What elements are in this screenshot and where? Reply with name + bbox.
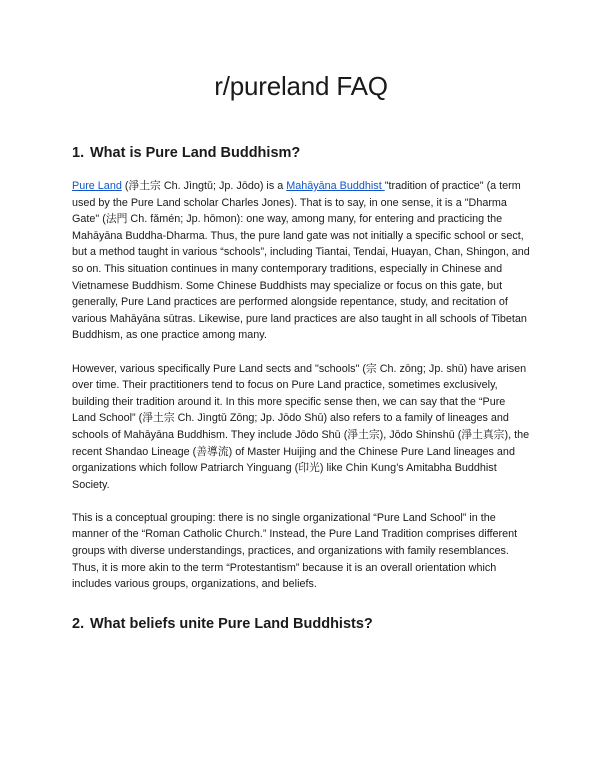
pure-land-link[interactable]: Pure Land [72,180,122,192]
paragraph-2: However, various specifically Pure Land sects and "schools" (宗 Ch. zōng; Jp. shū) have arisen over time. Their practitioners tend to focus on Pure Land practice, sometimes exclusively, building their tradition around it. In this more specific sense then, we can say that the “Pure Land School” (淨土宗 Ch. Jìngtǔ Zōng; Jp. Jōdo Shū) also refers to a family of lineages and schools of Mahāyāna Buddhism. They include Jōdo Shū (淨土宗), Jōdo Shinshū (淨土真宗), the recent Shandao Lineage (善導流) of Master Huijing and the Chinese Pure Land lineages and organizations which follow Patriarch Yinguang (印光) like Chin Kung’s Amitabha Buddhist Society. [72,362,530,491]
section-heading-2 [72,615,530,633]
section-number-1: 1. [72,145,85,161]
section-heading-1 [72,144,530,162]
page-title: r/pureland FAQ [214,71,388,101]
section-heading-2-text: What beliefs unite Pure Land Buddhists? [90,615,373,632]
paragraph-1-text-b: "tradition of practice" (a term used by the Pure Land scholar Charles Jones). That is to say, in one sense, it is a "Dharma Gate" (法門 Ch. fǎmén; Jp. hōmon): one way, among many, for entering and practicing the Mahāyāna Buddha-Dharma. Thus, the pure land gate was not initially a specific school or sect, but a method taught in various “schools”, including Tiantai, Tendai, Huayan, Chan, Shingon, and so on. This situation continues in many contemporary traditions, especially in Chinese and Vietnamese Buddhism. Some Chinese Buddhists may specialize or focus on this gate, but generally, Pure Land practices are performed alongside repentance, study, and recitation of various Mahāyāna sūtras. Likewise, pure land practices are also taught in all schools of Tibetan Buddhism, as one practice among many. [72,180,530,342]
mahayana-buddhist-link[interactable]: Mahāyāna Buddhist [286,180,385,192]
paragraph-1-text-a: (淨土宗 Ch. Jìngtǔ; Jp. Jōdo) is a [121,180,287,192]
section-heading-1-text: What is Pure Land Buddhism? [90,145,301,161]
paragraph-3: This is a conceptual grouping: there is no single organizational “Pure Land School” in the manner of the “Roman Catholic Church.” Instead, the Pure Land Tradition comprises different groups with diverse understandings, practices, and organizations with family resemblances. Thus, it is more akin to the term “Protestantism” because it is an overall orientation which includes various groups, organizations, and beliefs. [72,511,518,591]
section-number-2: 2. [72,615,85,632]
paragraph-1 [72,178,530,344]
